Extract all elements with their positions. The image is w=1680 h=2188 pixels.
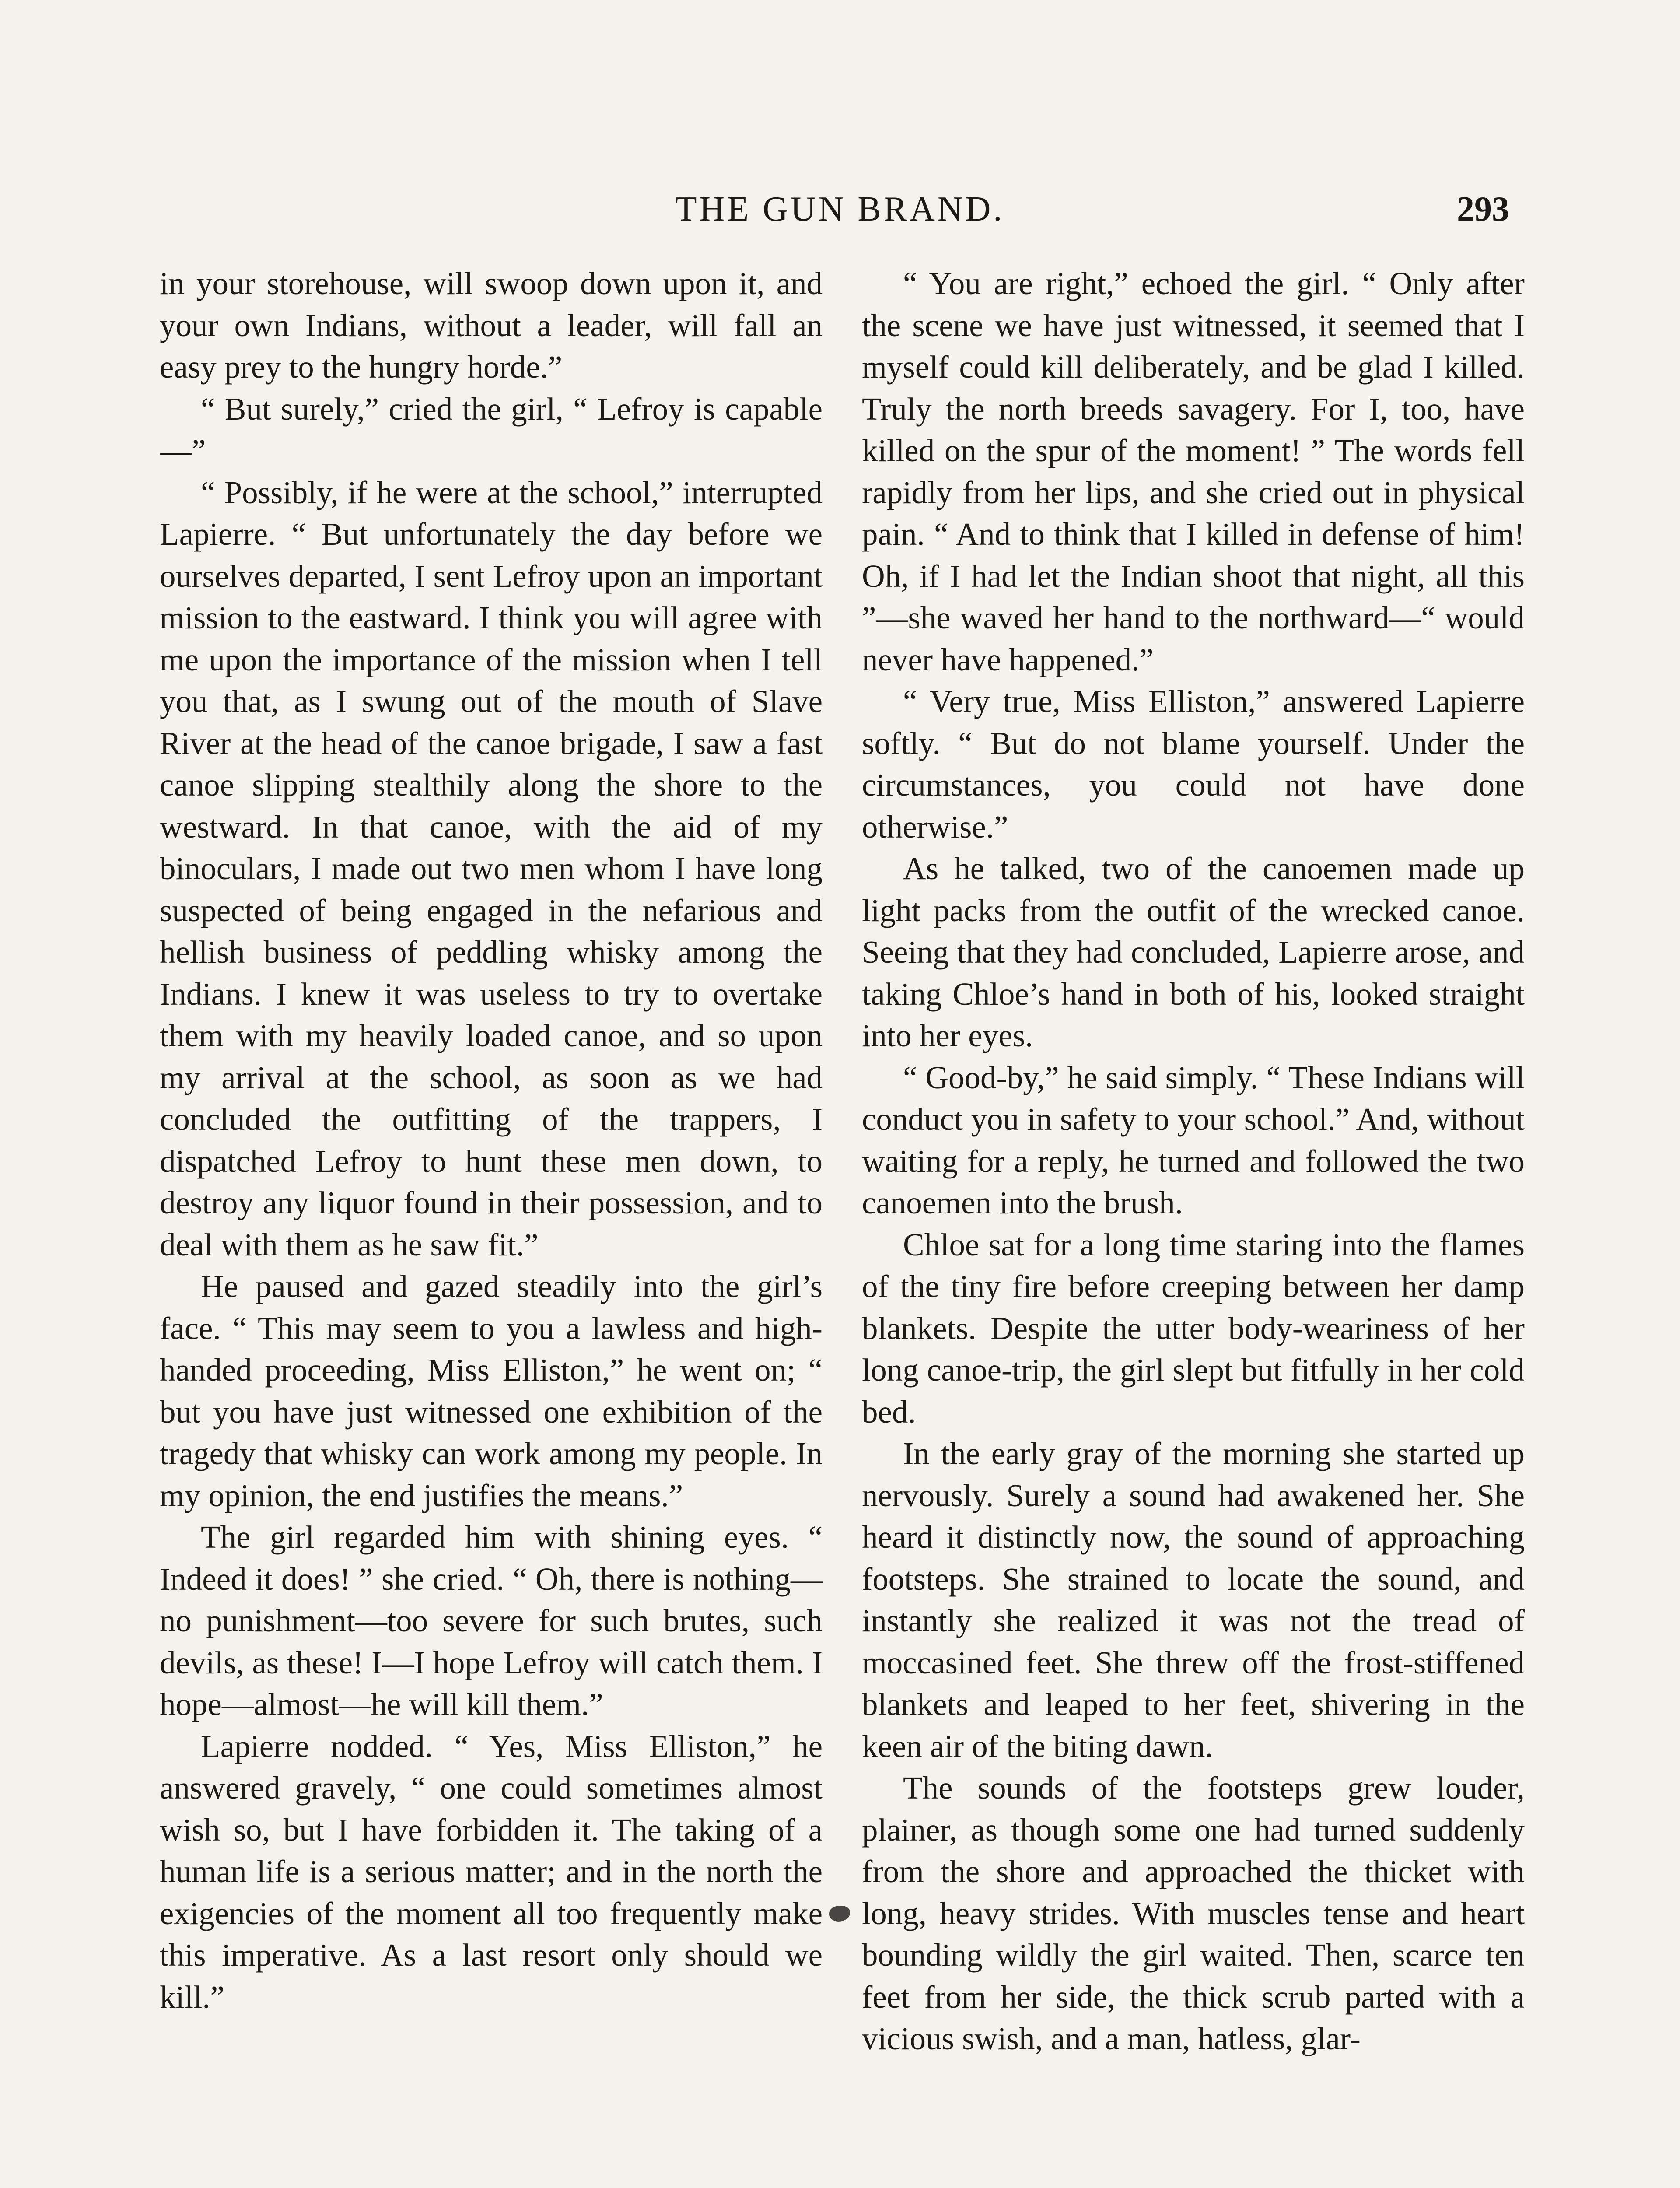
running-title: THE GUN BRAND. xyxy=(675,190,1005,228)
right-column xyxy=(862,263,1525,2188)
paragraph: “ Good-by,” he said simply. “ These Indians will conduct you in safety to your school.” And, without waiting for a reply, he turned and followed the two canoemen into the brush. xyxy=(862,1059,1525,1220)
paragraph: As he talked, two of the canoemen made up light packs from the outfit of the wrecked canoe. Seeing that they had concluded, Lapierre arose, and taking Chloe’s hand in both of his, looked straight into her eyes. xyxy=(862,851,1525,1053)
paragraph: In the early gray of the morning she started up nervously. Surely a sound had awakened her. She heard it distinctly now, the sound of approaching footsteps. She strained to locate the sound, and instantly she realized it was not the tread of moccasined feet. She threw off the frost-stiffened blankets and leaped to her feet, shivering in the keen air of the biting dawn. xyxy=(862,1436,1525,1764)
paragraph: Lapierre nodded. “ Yes, Miss Elliston,” he answered gravely, “ one could sometimes almost wish so, but I have forbidden it. The taking of a human life is a serious matter; and in the north the exigencies of the moment all too frequently make this imperative. As a last resort only should we kill.” xyxy=(160,1728,822,2015)
paragraph: “ Possibly, if he were at the school,” interrupted Lapierre. “ But unfortunately the day before we ourselves departed, I sent Lefroy upon an important mission to the eastward. I think you will agree with me upon the importance of the mission when I tell you that, as I swung out of the mouth of Slave River at the head of the canoe brigade, I saw a fast canoe slipping stealthily along the shore to the westward. In that canoe, with the aid of my binoculars, I made out two men whom I have long suspected of being engaged in the nefarious and hellish business of peddling whisky among the Indians. I knew it was useless to try to overtake them with my heavily loaded canoe, and so upon my arrival at the school, as soon as we had concluded the outfitting of the trappers, I dispatched Lefroy to hunt these men down, to destroy any liquor found in their possession, and to deal with them as he saw fit.” xyxy=(160,474,822,1262)
paragraph: in your storehouse, will swoop down upon it, and your own Indians, without a leader, will fall an easy prey to the hungry horde.” xyxy=(160,266,822,385)
running-head xyxy=(0,183,1680,235)
paragraph: The sounds of the footsteps grew louder, plainer, as though some one had turned suddenly from the shore and approached the thicket with long, heavy strides. With muscles tense and heart bounding wildly the girl waited. Then, scarce ten feet from her side, the thick scrub parted with a vicious swish, and a man, hatless, glar- xyxy=(862,1770,1525,2056)
page-number: 293 xyxy=(1457,190,1509,228)
paragraph: “ You are right,” echoed the girl. “ Only after the scene we have just witnessed, it seemed that I myself could kill deliberately, and be glad I killed. Truly the north breeds savagery. For I, too, have killed on the spur of the moment! ” The words fell rapidly from her lips, and she cried out in physical pain. “ And to think that I killed in defense of him! Oh, if I had let the Indian shoot that night, all this ”—she waved her hand to the northward—“ would never have happened.” xyxy=(862,266,1525,677)
ink-blot xyxy=(829,1906,850,1922)
paragraph: He paused and gazed steadily into the girl’s face. “ This may seem to you a lawless and high-handed proceeding, Miss Elliston,” he went on; “ but you have just witnessed one exhibition of the tragedy that whisky can work among my people. In my opinion, the end justifies the means.” xyxy=(160,1269,822,1513)
paragraph: “ Very true, Miss Elliston,” answered Lapierre softly. “ But do not blame yourself. Under the circumstances, you could not have done otherwise.” xyxy=(862,684,1525,845)
paragraph: Chloe sat for a long time staring into the flames of the tiny fire before creeping between her damp blankets. Despite the utter body-weariness of her long canoe-trip, the girl slept but fitfully in her cold bed. xyxy=(862,1227,1525,1430)
left-column xyxy=(160,263,822,2188)
paragraph: “ But surely,” cried the girl, “ Lefroy is capable—” xyxy=(160,391,822,468)
paragraph: The girl regarded him with shining eyes. “ Indeed it does! ” she cried. “ Oh, there is nothing—no punishment—too severe for such brutes, such devils, as these! I—I hope Lefroy will catch them. I hope—almost—he will kill them.” xyxy=(160,1519,822,1722)
